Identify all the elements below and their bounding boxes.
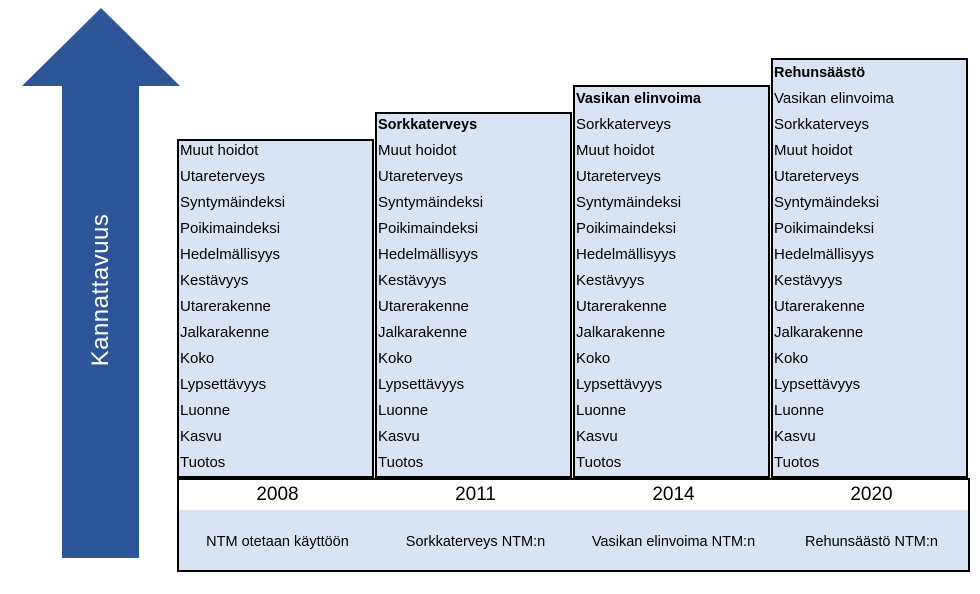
trait-item: Utareterveys (378, 168, 464, 185)
trait-item: Kasvu (180, 428, 222, 445)
trait-item: Kasvu (378, 428, 420, 445)
trait-item: Syntymäindeksi (378, 194, 484, 211)
trait-item: Luonne (576, 402, 627, 419)
trait-item: Muut hoidot (378, 142, 457, 159)
column-2014 (573, 85, 770, 478)
milestone-description: Sorkkaterveys NTM:n (405, 534, 546, 550)
trait-item: Utareterveys (774, 168, 860, 185)
trait-item: Poikimaindeksi (180, 220, 281, 237)
trait-item: Utarerakenne (576, 298, 667, 315)
trait-item: Muut hoidot (180, 142, 259, 159)
trait-item: Kestävyys (774, 272, 843, 289)
trait-item: Vasikan elinvoima (774, 90, 894, 107)
column-2008 (177, 139, 374, 478)
trait-item: Utareterveys (180, 168, 266, 185)
trait-item: Kestävyys (180, 272, 249, 289)
trait-item: Poikimaindeksi (378, 220, 479, 237)
trait-item: Sorkkaterveys (774, 116, 870, 133)
trait-item: Utarerakenne (378, 298, 469, 315)
trait-item: Kestävyys (576, 272, 645, 289)
trait-item: Syntymäindeksi (774, 194, 880, 211)
trait-item: Tuotos (774, 454, 820, 471)
new-trait-label: Rehunsäästö (774, 65, 866, 81)
trait-item: Kasvu (576, 428, 618, 445)
trait-item: Poikimaindeksi (774, 220, 875, 237)
trait-item: Poikimaindeksi (576, 220, 677, 237)
trait-item: Hedelmällisyys (378, 246, 479, 263)
trait-item: Jalkarakenne (378, 324, 468, 341)
trait-item: Tuotos (180, 454, 226, 471)
column-2020 (771, 58, 968, 478)
trait-item: Syntymäindeksi (576, 194, 682, 211)
trait-item: Hedelmällisyys (180, 246, 281, 263)
trait-item: Jalkarakenne (774, 324, 864, 341)
trait-item: Kasvu (774, 428, 816, 445)
column-items (179, 139, 372, 476)
year-label: 2020 (850, 484, 893, 505)
trait-item: Syntymäindeksi (180, 194, 286, 211)
trait-item: Hedelmällisyys (774, 246, 875, 263)
new-trait-label: Vasikan elinvoima (576, 91, 701, 107)
trait-item: Tuotos (378, 454, 424, 471)
trait-item: Hedelmällisyys (576, 246, 677, 263)
trait-item: Utareterveys (576, 168, 662, 185)
trait-item: Jalkarakenne (576, 324, 666, 341)
trait-item: Koko (774, 350, 809, 367)
column-items (377, 112, 570, 476)
year-label: 2008 (256, 484, 299, 505)
trait-item: Koko (576, 350, 611, 367)
column-items (773, 60, 966, 476)
trait-item: Lypsettävyys (774, 376, 861, 393)
trait-item: Sorkkaterveys (576, 116, 672, 133)
trait-item: Luonne (378, 402, 429, 419)
trait-item: Luonne (180, 402, 231, 419)
trait-item: Lypsettävyys (180, 376, 267, 393)
timeline-panel (177, 478, 970, 572)
trait-item: Utarerakenne (180, 298, 271, 315)
trait-item: Koko (180, 350, 215, 367)
column-items (575, 86, 768, 476)
trait-item: Muut hoidot (576, 142, 655, 159)
year-label: 2014 (652, 484, 695, 505)
new-trait-label: Sorkkaterveys (378, 117, 478, 133)
trait-item: Tuotos (576, 454, 622, 471)
trait-item: Muut hoidot (774, 142, 853, 159)
trait-item: Luonne (774, 402, 825, 419)
column-2011 (375, 112, 572, 478)
trait-item: Kestävyys (378, 272, 447, 289)
trait-item: Jalkarakenne (180, 324, 270, 341)
trait-item: Lypsettävyys (378, 376, 465, 393)
milestone-description: NTM otetaan käyttöön (206, 534, 349, 550)
trait-item: Utarerakenne (774, 298, 865, 315)
trait-item: Koko (378, 350, 413, 367)
arrow-label: Kannattavuus (87, 213, 114, 367)
milestone-description: Rehunsäästö NTM:n (805, 534, 938, 550)
trait-item: Lypsettävyys (576, 376, 663, 393)
year-label: 2011 (455, 484, 496, 505)
milestone-description: Vasikan elinvoima NTM:n (591, 534, 756, 550)
